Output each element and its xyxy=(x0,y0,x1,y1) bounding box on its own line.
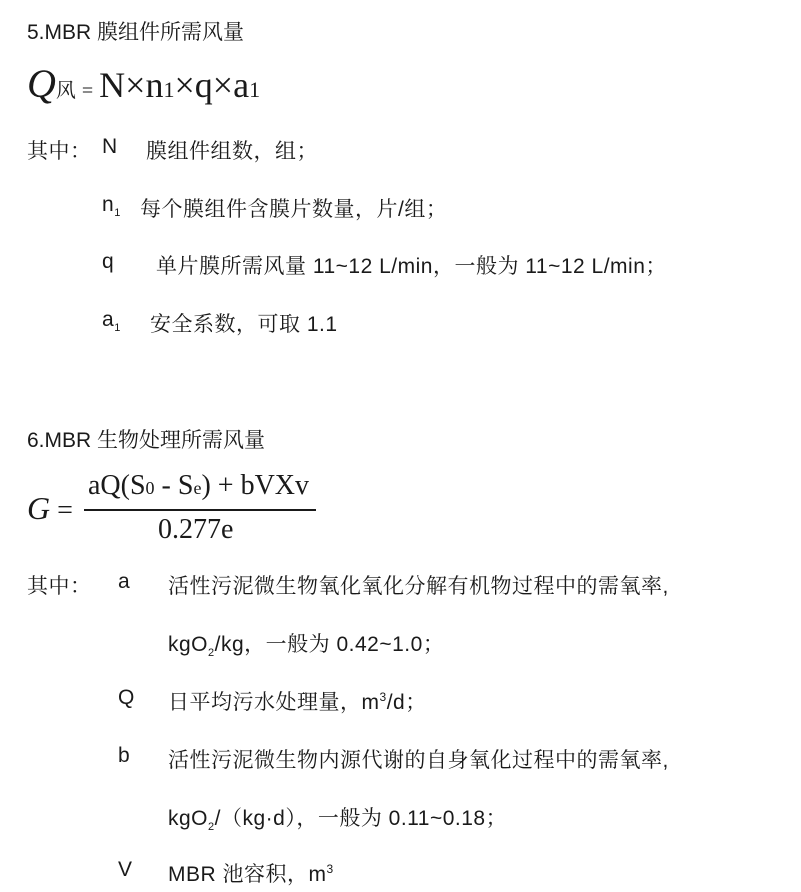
formula2-denominator: 0.277e xyxy=(158,514,234,545)
formula2-eq: = xyxy=(57,495,73,526)
formula-lhs: Q xyxy=(27,61,56,106)
section5-item-q-sym: q xyxy=(102,250,115,273)
formula-eq: = xyxy=(81,80,94,102)
section5-where-label: 其中： xyxy=(27,140,92,163)
section6-item-V-desc: MBR 池容积，$m^3$ xyxy=(168,862,334,886)
section5-item-N-sym: N xyxy=(102,135,118,158)
section6-item-b-desc2: kgO$_2$/（kg·d），一般为 0.11~0.18； xyxy=(168,807,508,834)
section5-item-q-desc: 单片膜所需风量 11~12 L/min，一般为 11~12 L/min； xyxy=(156,255,667,278)
section6-item-Q-desc: 日平均污水处理量，$m^3/d$； xyxy=(168,690,427,714)
section6-item-a-desc2: kgO$_2$/kg，一般为 0.42~1.0； xyxy=(168,633,445,660)
section6-item-a-sym: a xyxy=(118,570,131,593)
section6-item-b-sym: b xyxy=(118,744,131,767)
section5-item-n1-sym: $n_1$ xyxy=(102,193,121,220)
section6-where-label: 其中： xyxy=(27,575,92,598)
formula-rhs-b: ×q×a xyxy=(174,65,250,105)
section5-title: 5.MBR 膜组件所需风量 xyxy=(27,21,245,44)
section5-item-a1-desc: 安全系数，可取 1.1 xyxy=(150,313,338,336)
section6-item-Q-sym: Q xyxy=(118,686,135,709)
section6-item-a-desc: 活性污泥微生物氧化氧化分解有机物过程中的需氧率, xyxy=(168,575,669,598)
section5-item-n1-desc: 每个膜组件含膜片数量，片/组； xyxy=(140,198,448,221)
formula-rhs-a-sub: 1 xyxy=(163,77,175,102)
section5-item-a1-sym: $a_1$ xyxy=(102,308,121,335)
section6-title: 6.MBR 生物处理所需风量 xyxy=(27,429,266,452)
bio-air-formula-lhs: G = xyxy=(27,490,73,526)
section6-item-V-sym: V xyxy=(118,858,133,881)
formula-rhs-a: N×n xyxy=(99,65,164,105)
formula2-fraction-bar xyxy=(84,509,316,511)
formula-rhs-b-sub: 1 xyxy=(249,77,261,102)
formula-lhs-sub: 风 xyxy=(55,78,76,102)
section5-item-N-desc: 膜组件组数，组； xyxy=(146,140,318,163)
formula2-numerator: aQ(S0 - Se) + bVXv xyxy=(88,470,310,501)
air-volume-formula xyxy=(27,60,260,107)
section6-item-b-desc: 活性污泥微生物内源代谢的自身氧化过程中的需氧率, xyxy=(168,749,669,772)
